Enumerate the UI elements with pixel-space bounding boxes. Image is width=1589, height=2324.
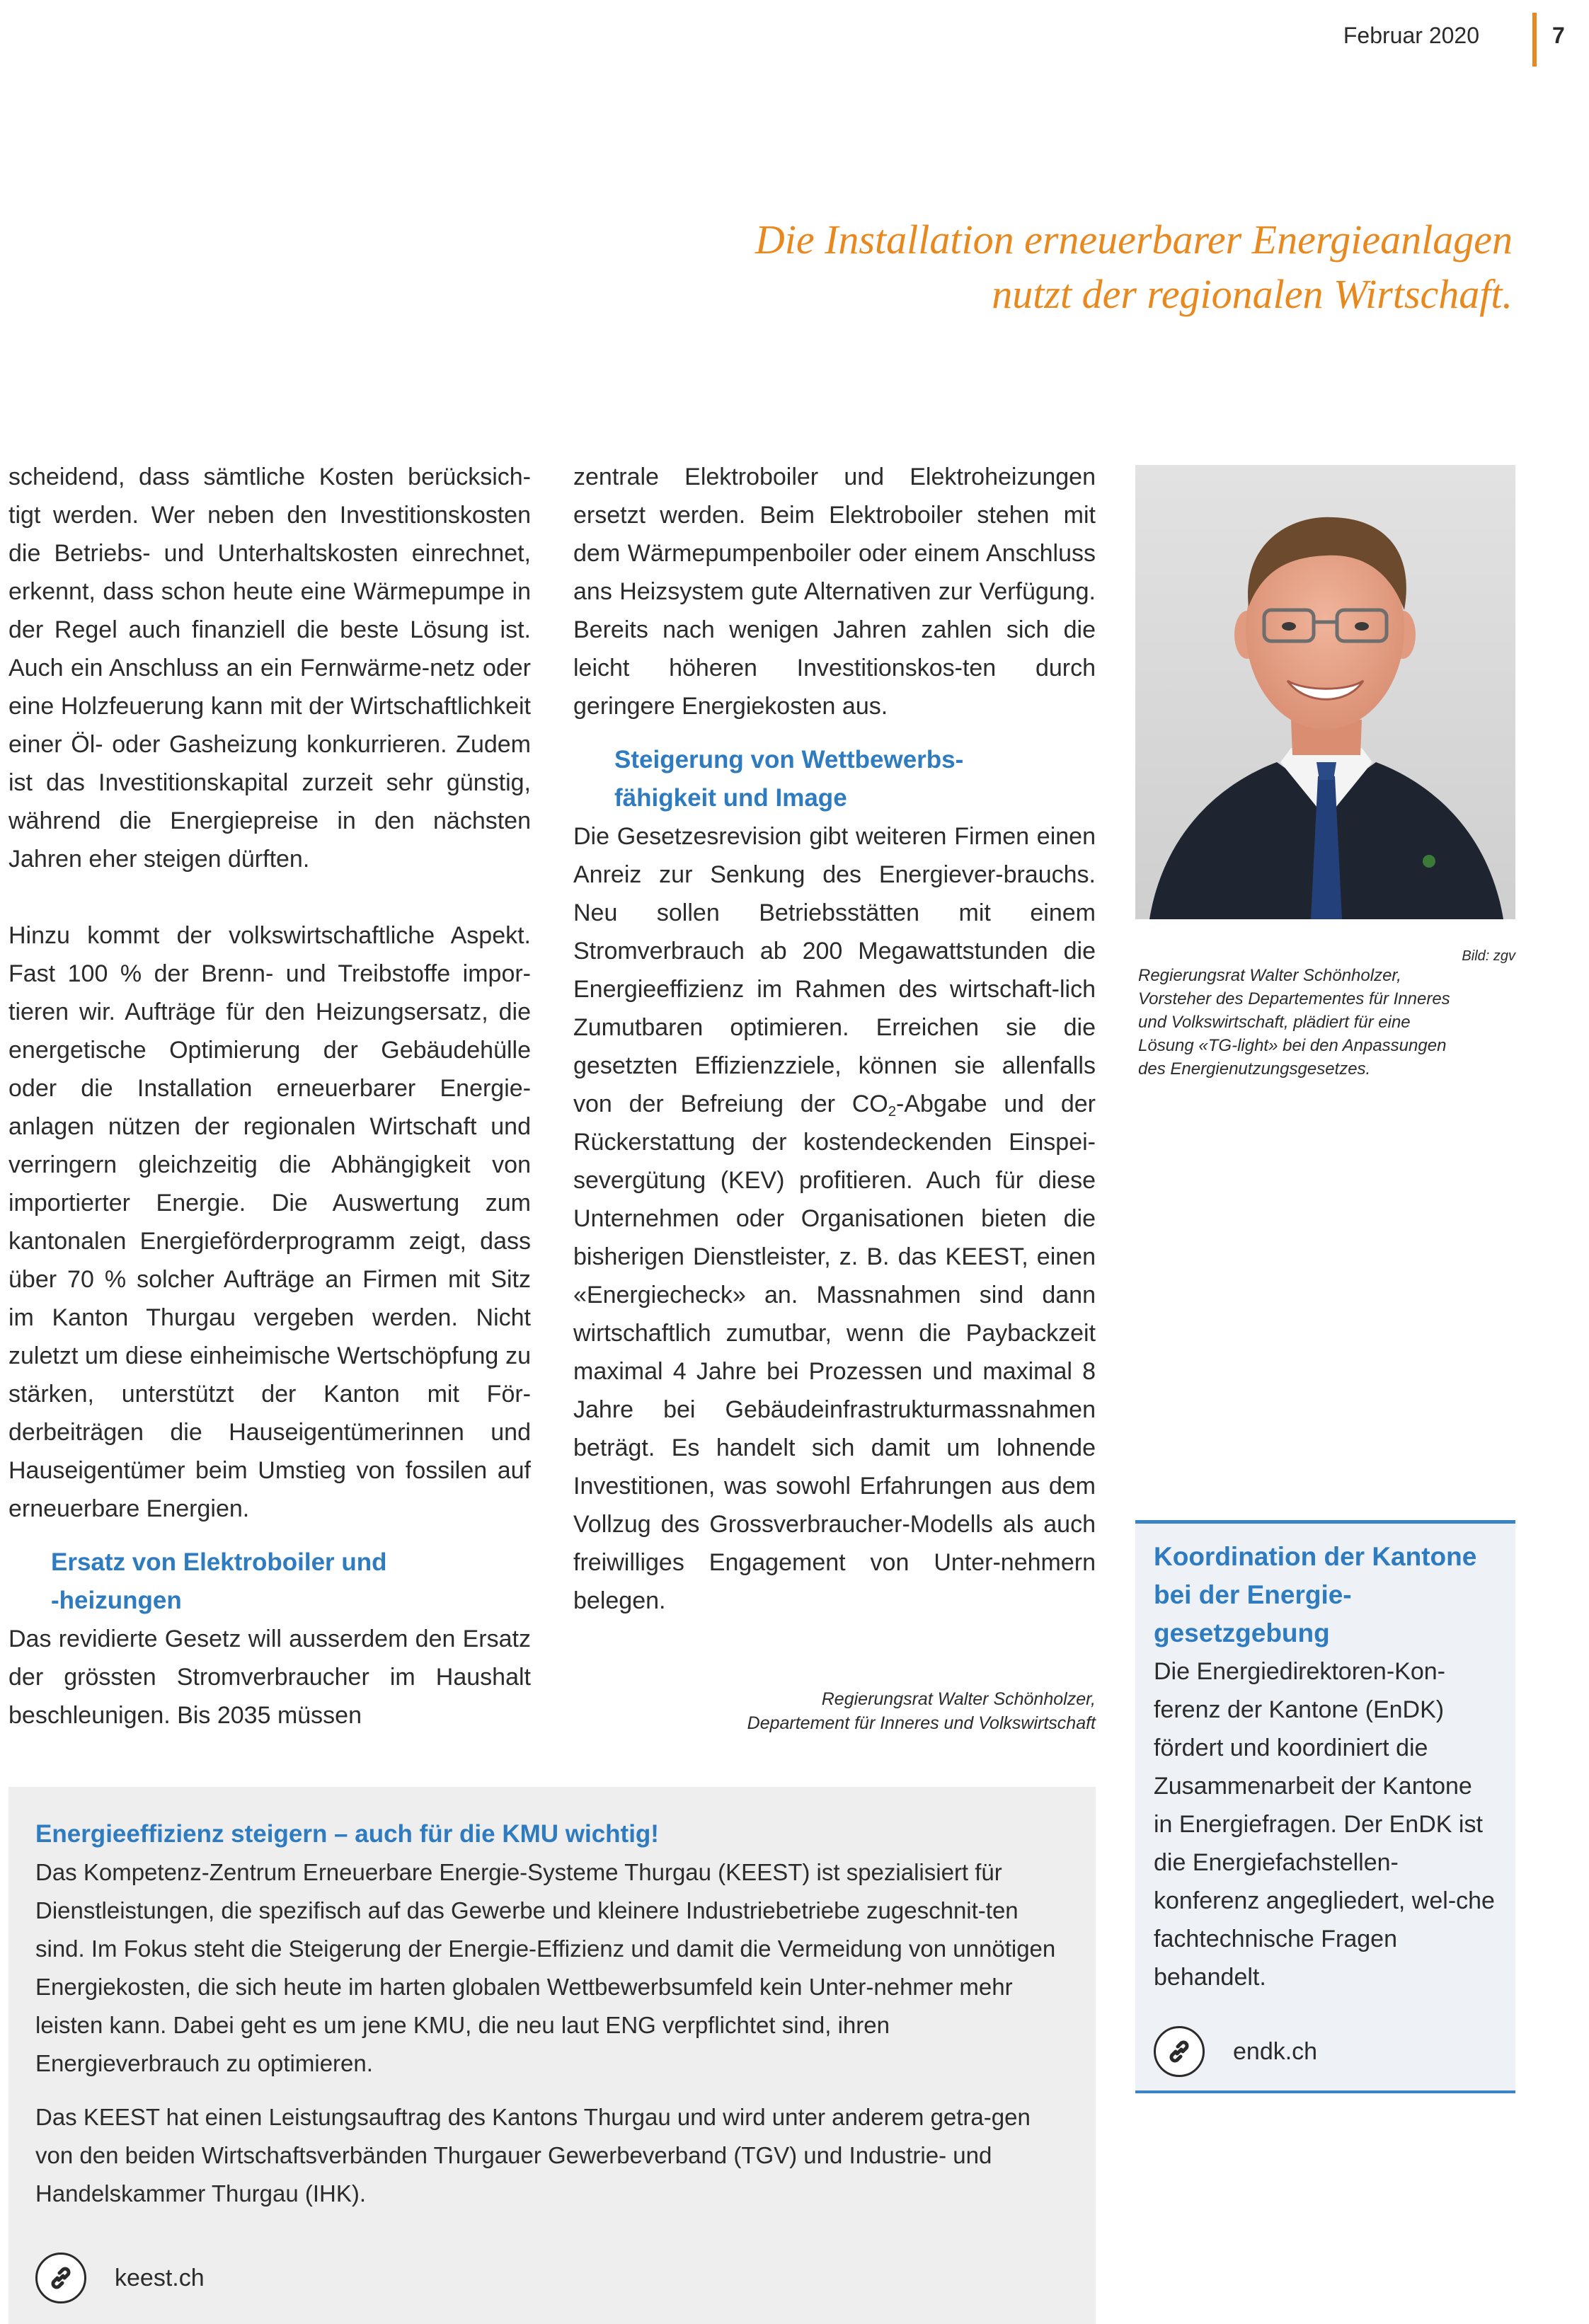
caption-line-1: Regierungsrat Walter Schönholzer,: [1138, 966, 1401, 985]
pull-quote: [451, 212, 1513, 321]
col1-paragraph-2: Hinzu kommt der volkswirtschaftliche Aspekt. Fast 100 % der Brenn- und Treibstoffe impor-tieren wir. Aufträge für den Heizungsersatz, die energetische Optimierung der Gebäudehülle oder die Installation erneuerbarer Energie-anlagen nützen der regionalen Wirtschaft und verringern gleichzeitig die Abhängigkeit von importierter Energie. Die Auswertung zum kantonalen Energieförderprogramm zeigt, dass über 70 % solcher Aufträge an Firmen mit Sitz im Kanton Thurgau vergeben werden. Nicht zuletzt um diese einheimische Wertschöpfung zu stärken, unterstützt der Kanton mit För-derbeiträgen die Hauseigentümerinnen und Hauseigentümer beim Umstieg von fossilen auf erneuerbare Energien.: [8, 922, 531, 1522]
kmu-box-title: Energieeffizienz steigern – auch für die KMU wichtig!: [35, 1820, 659, 1848]
kmu-box-paragraph-2: Das KEEST hat einen Leistungsauftrag des Kantons Thurgau und wird unter anderem getra-gen von den beiden Wirtschaftsverbänden Thurgauer Gewerbeverband (TGV) und Industrie- und Handelskammer Thurgau (IHK).: [35, 2104, 1031, 2207]
col2-paragraph-1: zentrale Elektroboiler und Elektroheizungen ersetzt werden. Beim Elektroboiler stehen mit dem Wärmepumpenboiler oder einem Anschluss ans Heizsystem gute Alternativen zur Verfügung. Bereits nach wenigen Jahren zahlen sich die leicht höheren Investitionskos-ten durch geringere Energiekosten aus.: [573, 464, 1096, 720]
chain-link-icon: [1165, 2037, 1193, 2066]
col2-paragraph-2-part-1: Die Gesetzesrevision gibt weiteren Firmen einen Anreiz zur Senkung des Energiever-brauchs. Neu sollen Betriebsstätten mit einem Stromverbrauch ab 200 Megawattstunden die Energieeffizienz im Rahmen des wirtschaft-lich Zumutbaren optimieren. Erreichen sie die gesetzten Effizienzziele, können sie allenfalls von der Befreiung der CO: [573, 823, 1096, 1117]
photo-caption: [1138, 964, 1520, 1081]
attribution-name: Regierungsrat Walter Schönholzer,: [821, 1689, 1096, 1709]
kmu-box-paragraph-1: Das Kompetenz-Zentrum Erneuerbare Energie-Systeme Thurgau (KEEST) ist spezialisiert für Dienstleistungen, die spezifisch auf das Gewerbe und kleinere Industriebetriebe zugeschnit-ten sind. Im Fokus steht die Steigerung der Energie-Effizienz und damit die Vermeidung von unnötigen Energiekosten, die sich heute im harten globalen Wettbewerbsumfeld kein Unter-nehmer mehr leisten kann. Dabei geht es um jene KMU, die neu laut ENG verpflichtet sind, ihren Energieverbrauch zu optimieren.: [35, 1859, 1056, 2076]
endk-info-box: [1135, 1520, 1515, 2093]
col2-subhead: [573, 741, 1096, 817]
col1-paragraph-1: scheidend, dass sämtliche Kosten berücksich-tigt werden. Wer neben den Investitionskosten die Betriebs- und Unterhaltskosten einrechnet, erkennt, dass schon heute eine Wärmepumpe in der Regel auch finanziell die beste Lösung ist. Auch ein Anschluss an ein Fernwärme-netz oder eine Holzfeuerung kann mit der Wirtschaftlichkeit einer Öl- oder Gasheizung konkurrieren. Zudem ist das Investitionskapital zurzeit sehr günstig, während die Energiepreise in den nächsten Jahren eher steigen dürften.: [8, 464, 531, 873]
link-icon: [35, 2253, 86, 2303]
photo-credit: Bild: zgv: [1462, 948, 1515, 964]
col2-paragraph-2: [573, 817, 1096, 1620]
co2-subscript: 2: [888, 1104, 897, 1120]
col2-subhead-line-2: fähigkeit und Image: [614, 784, 847, 812]
page-number: 7: [1552, 23, 1565, 48]
portrait-photo: [1135, 465, 1515, 919]
keest-link[interactable]: [35, 2253, 205, 2303]
article-column-2: [573, 458, 1096, 1620]
col1-subhead-line-2: -heizungen: [51, 1587, 182, 1614]
keest-link-text[interactable]: keest.ch: [115, 2264, 205, 2291]
issue-date: Februar 2020: [1343, 23, 1479, 48]
attribution-department: Departement für Inneres und Volkswirtschaft: [747, 1713, 1096, 1733]
caption-line-2: Vorsteher des Departementes für Inneres: [1138, 989, 1450, 1008]
article-column-1: [8, 458, 531, 1735]
col2-paragraph-2-part-2: -Abgabe und der Rückerstattung der kostendeckenden Einspei-severgütung (KEV) profitieren. Auch für diese Unternehmen oder Organisationen bieten die bisherigen Dienstleister, z. B. das KEEST, einen «Energiecheck» an. Massnahmen sind dann wirtschaftlich zumutbar, wenn die Paybackzeit maximal 4 Jahre bei Prozessen und maximal 8 Jahre bei Gebäudeinfrastrukturmassnahmen beträgt. Es handelt sich damit um lohnende Investitionen, was sowohl Erfahrungen aus dem Vollzug des Grossverbraucher-Modells als auch freiwilliges Engagement von Unter-nehmern belegen.: [573, 1091, 1096, 1614]
caption-line-3: und Volkswirtschaft, plädiert für eine: [1138, 1013, 1411, 1032]
chain-link-icon: [47, 2264, 75, 2292]
pull-quote-line-1: Die Installation erneuerbarer Energieanlagen: [755, 217, 1513, 263]
quote-attribution: [573, 1687, 1096, 1735]
endk-link[interactable]: [1154, 2026, 1317, 2077]
col1-paragraph-3: Das revidierte Gesetz will ausserdem den Ersatz der grössten Stromverbraucher im Haushalt beschleunigen. Bis 2035 müssen: [8, 1626, 531, 1729]
header-divider: [1532, 13, 1537, 67]
caption-line-4: Lösung «TG-light» bei den Anpassungen: [1138, 1036, 1447, 1055]
col1-subhead: [8, 1543, 531, 1620]
endk-box-title: Koordination der Kantone bei der Energie-gesetzgebung: [1154, 1542, 1477, 1647]
pull-quote-line-2: nutzt der regionalen Wirtschaft.: [992, 271, 1513, 317]
endk-link-text[interactable]: endk.ch: [1233, 2037, 1318, 2065]
caption-line-5: des Energienutzungsgesetzes.: [1138, 1059, 1371, 1078]
link-icon: [1154, 2026, 1205, 2077]
col1-subhead-line-1: Ersatz von Elektroboiler und: [51, 1548, 387, 1576]
kmu-info-box: [8, 1787, 1096, 2324]
endk-box-text: Die Energiedirektoren-Kon-ferenz der Kantone (EnDK) fördert und koordiniert die Zusammenarbeit der Kantone in Energiefragen. Der EnDK ist die Energiefachstellen-konferenz angegliedert, wel-che fachtechnische Fragen behandelt.: [1154, 1658, 1495, 1991]
portrait-illustration: [1135, 465, 1515, 919]
col2-subhead-line-1: Steigerung von Wettbewerbs-: [614, 746, 964, 773]
